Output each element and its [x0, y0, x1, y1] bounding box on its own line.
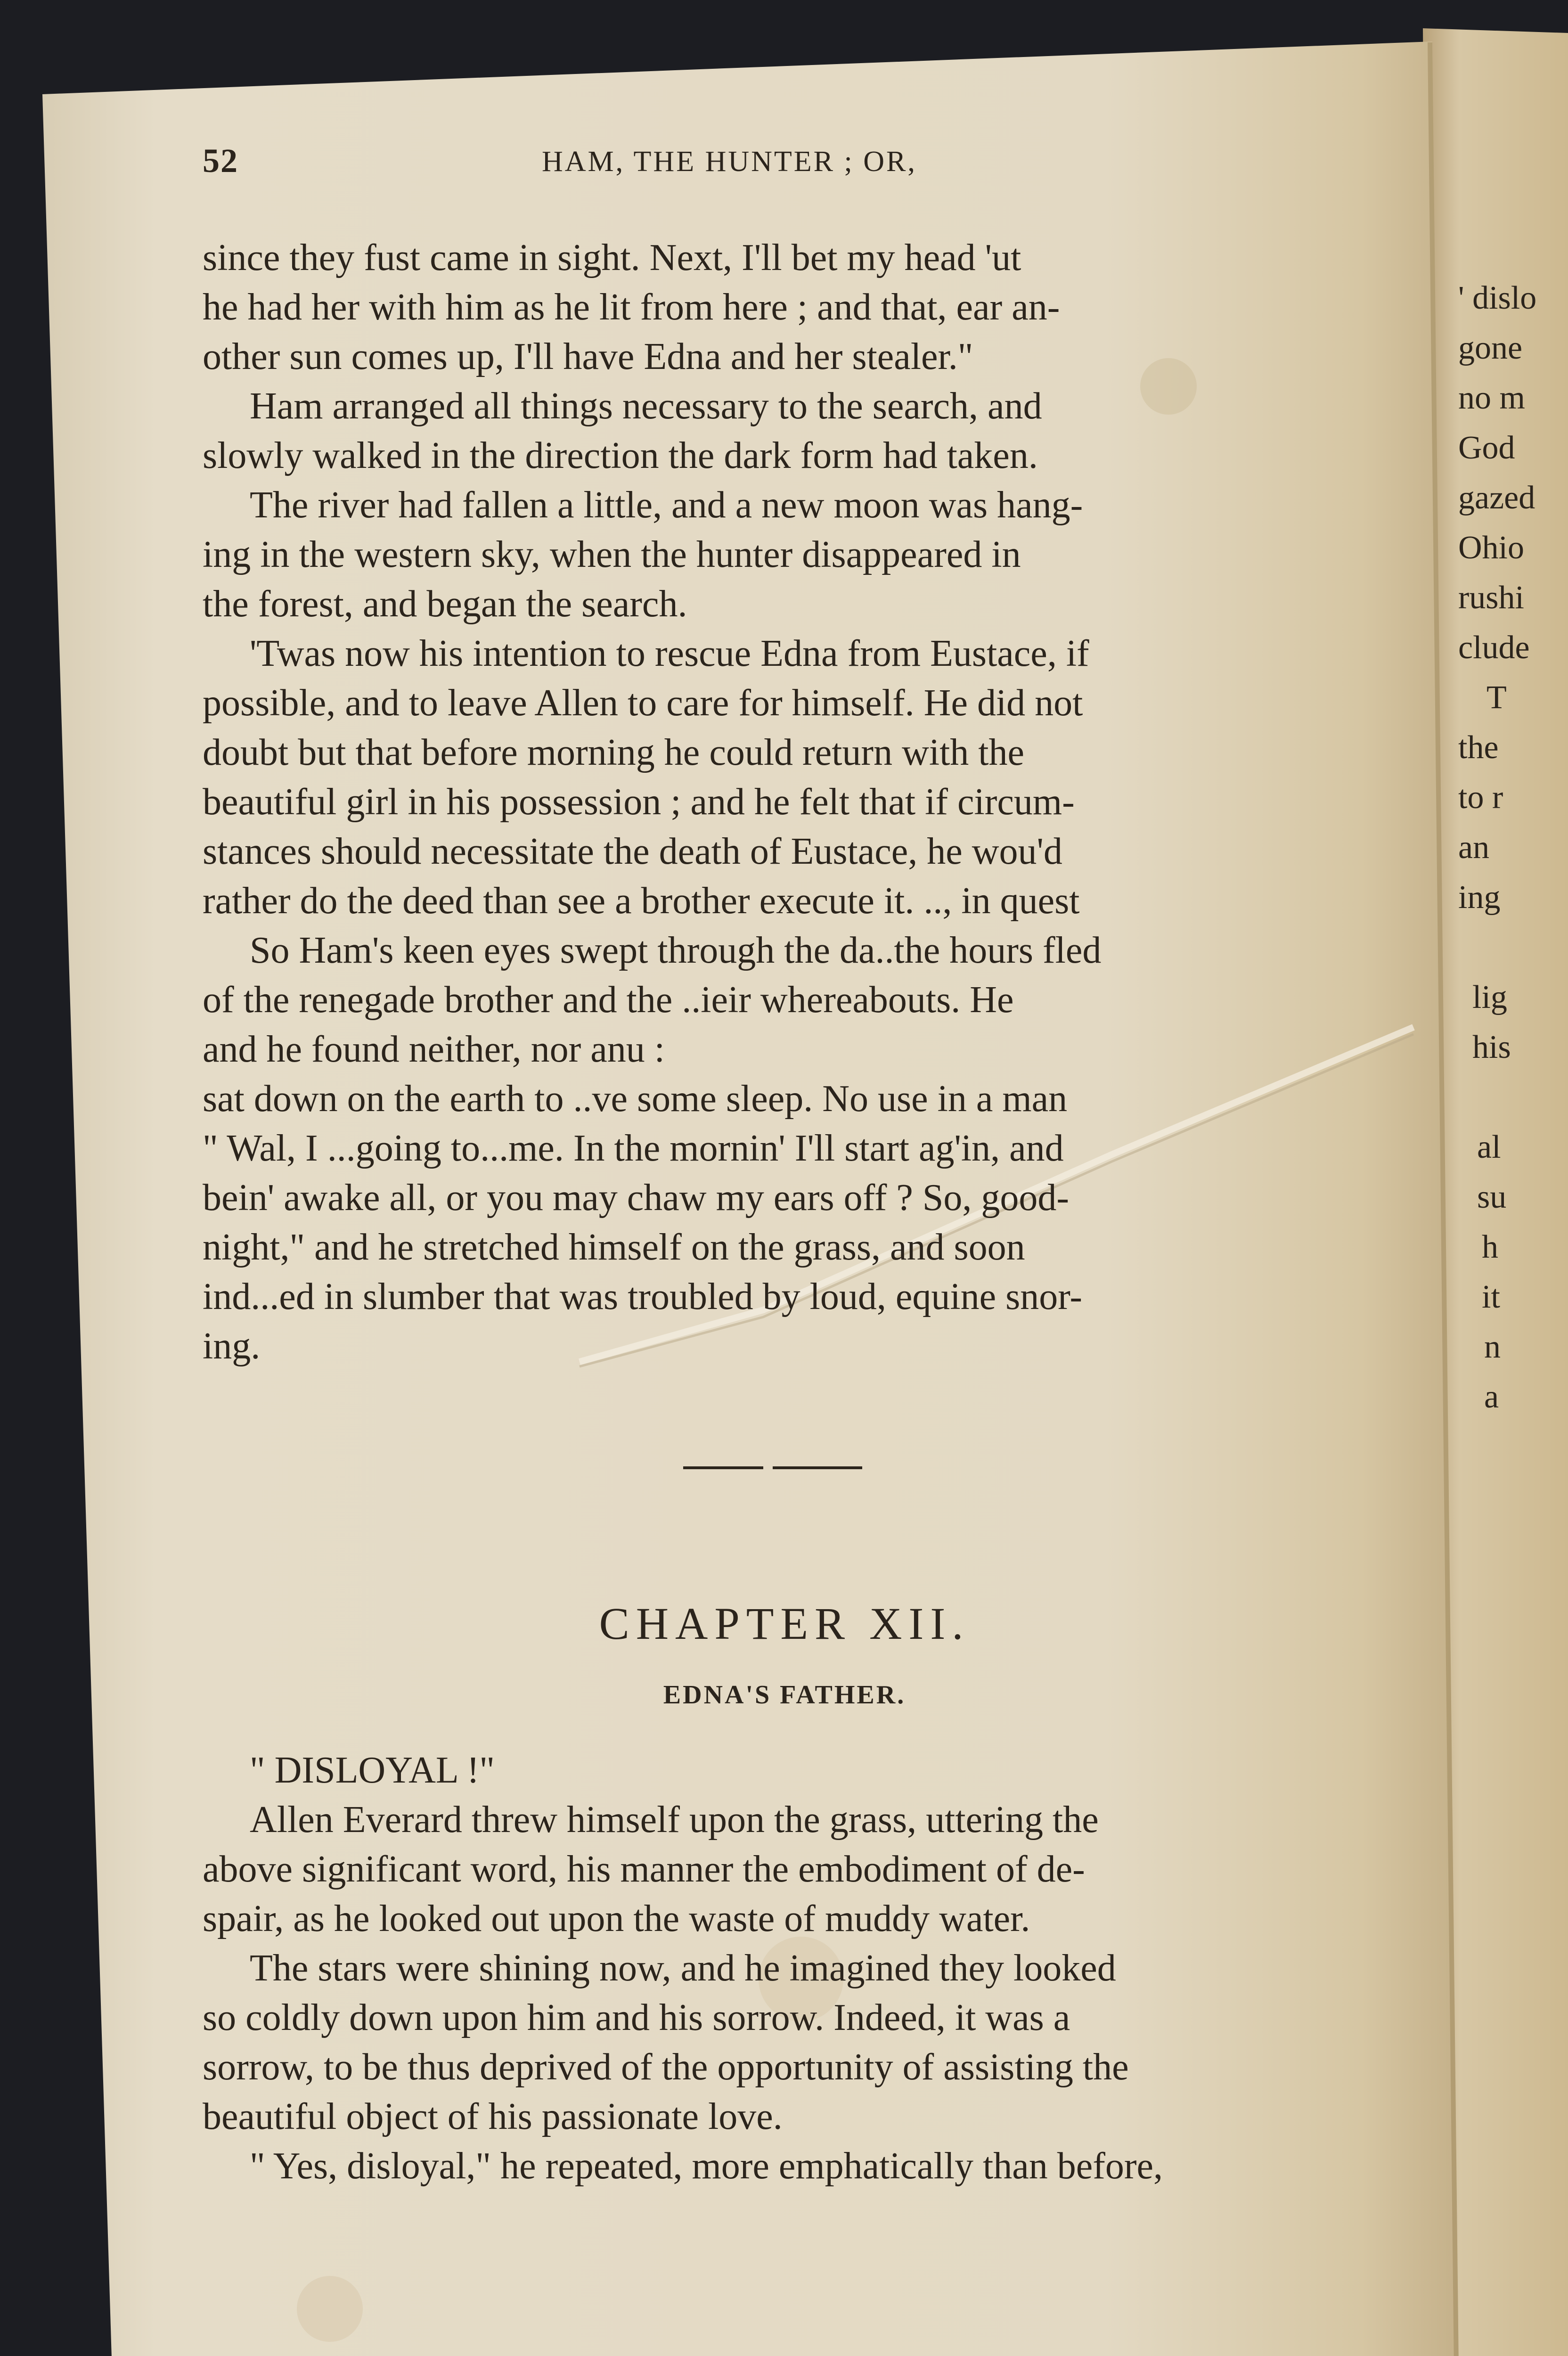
- facing-line: his: [1472, 1029, 1511, 1065]
- facing-line: rushi: [1458, 580, 1524, 616]
- facing-page-text: [1458, 273, 1536, 1422]
- text-line: So Ham's keen eyes swept through the da..the hours fled: [250, 930, 1102, 971]
- page-number: 52: [203, 142, 238, 180]
- text-line: he had her with him as he lit from here ; and that, ear an-: [203, 286, 1060, 328]
- text-line: the forest, and began the search.: [203, 583, 687, 625]
- text-line: " DISLOYAL !": [250, 1750, 495, 1791]
- facing-gap: [1458, 1072, 1536, 1122]
- text-line: night," and he stretched himself on the grass, and soon: [203, 1227, 1025, 1268]
- text-line: other sun comes up, I'll have Edna and her stealer.": [203, 336, 973, 377]
- facing-line: a: [1484, 1379, 1499, 1415]
- chapter-subtitle: EDNA'S FATHER.: [663, 1680, 906, 1710]
- text-line: above significant word, his manner the embodiment of de-: [203, 1849, 1085, 1890]
- text-line: beautiful girl in his possession ; and he felt that if circum-: [203, 781, 1075, 823]
- facing-line: an: [1458, 829, 1490, 866]
- text-line: Ham arranged all things necessary to the search, and: [250, 385, 1042, 427]
- text-line: spair, as he looked out upon the waste of muddy water.: [203, 1898, 1030, 1939]
- text-line: ind...ed in slumber that was troubled by loud, equine snor-: [203, 1276, 1082, 1317]
- chapter-title: CHAPTER XII.: [599, 1598, 970, 1649]
- facing-line: gone: [1458, 330, 1523, 366]
- facing-line: ' dislo: [1458, 280, 1537, 316]
- text-line: " Yes, disloyal," he repeated, more emphatically than before,: [250, 2145, 1163, 2187]
- text-block-bottom: [203, 1746, 1399, 2191]
- text-line: beautiful object of his passionate love.: [203, 2096, 783, 2137]
- facing-line: T: [1486, 679, 1507, 716]
- text-line: doubt but that before morning he could return with the: [203, 732, 1025, 773]
- text-line: possible, and to leave Allen to care for himself. He did not: [203, 682, 1083, 724]
- text-line: sorrow, to be thus deprived of the opportunity of assisting the: [203, 2046, 1129, 2088]
- text-line: ing.: [203, 1325, 261, 1367]
- text-line: bein' awake all, or you may chaw my ears off ? So, good-: [203, 1177, 1070, 1219]
- text-line: so coldly down upon him and his sorrow. Indeed, it was a: [203, 1997, 1070, 2038]
- section-rule: [773, 1466, 862, 1469]
- text-line: of the renegade brother and the ..ieir whereabouts. He: [203, 979, 1014, 1021]
- text-line: sat down on the earth to ..ve some sleep. No use in a man: [203, 1078, 1068, 1120]
- text-line: ing in the western sky, when the hunter disappeared in: [203, 534, 1021, 575]
- text-block-top: [203, 233, 1399, 1371]
- running-head: HAM, THE HUNTER ; OR,: [542, 146, 917, 178]
- text-line: rather do the deed than see a brother execute it. .., in quest: [203, 880, 1080, 922]
- page-header: [203, 141, 1395, 179]
- text-line: slowly walked in the direction the dark form had taken.: [203, 435, 1038, 476]
- facing-line: n: [1484, 1329, 1501, 1365]
- section-rule: [683, 1466, 763, 1469]
- facing-line: Ohio: [1458, 530, 1524, 566]
- facing-line: al: [1477, 1129, 1501, 1165]
- facing-gap: [1458, 923, 1536, 973]
- facing-line: God: [1458, 430, 1515, 466]
- text-line: since they fust came in sight. Next, I'll bet my head 'ut: [203, 237, 1021, 278]
- facing-line: the: [1458, 729, 1499, 766]
- facing-line: no m: [1458, 380, 1525, 416]
- text-line: The river had fallen a little, and a new moon was hang-: [250, 484, 1083, 526]
- facing-line: clude: [1458, 630, 1530, 666]
- facing-line: it: [1482, 1279, 1500, 1315]
- text-line: " Wal, I ...going to...me. In the mornin' I'll start ag'in, and: [203, 1128, 1064, 1169]
- text-line: stances should necessitate the death of Eustace, he wou'd: [203, 831, 1062, 872]
- text-line: and he found neither, nor anu :: [203, 1029, 665, 1070]
- facing-line: gazed: [1458, 480, 1535, 516]
- facing-line: ing: [1458, 879, 1501, 916]
- text-line: 'Twas now his intention to rescue Edna from Eustace, if: [250, 633, 1089, 674]
- facing-line: h: [1482, 1229, 1498, 1265]
- facing-line: to r: [1458, 779, 1503, 816]
- text-line: Allen Everard threw himself upon the grass, uttering the: [250, 1799, 1099, 1841]
- facing-line: lig: [1472, 979, 1507, 1015]
- text-line: The stars were shining now, and he imagined they looked: [250, 1947, 1116, 1989]
- facing-line: su: [1477, 1179, 1507, 1215]
